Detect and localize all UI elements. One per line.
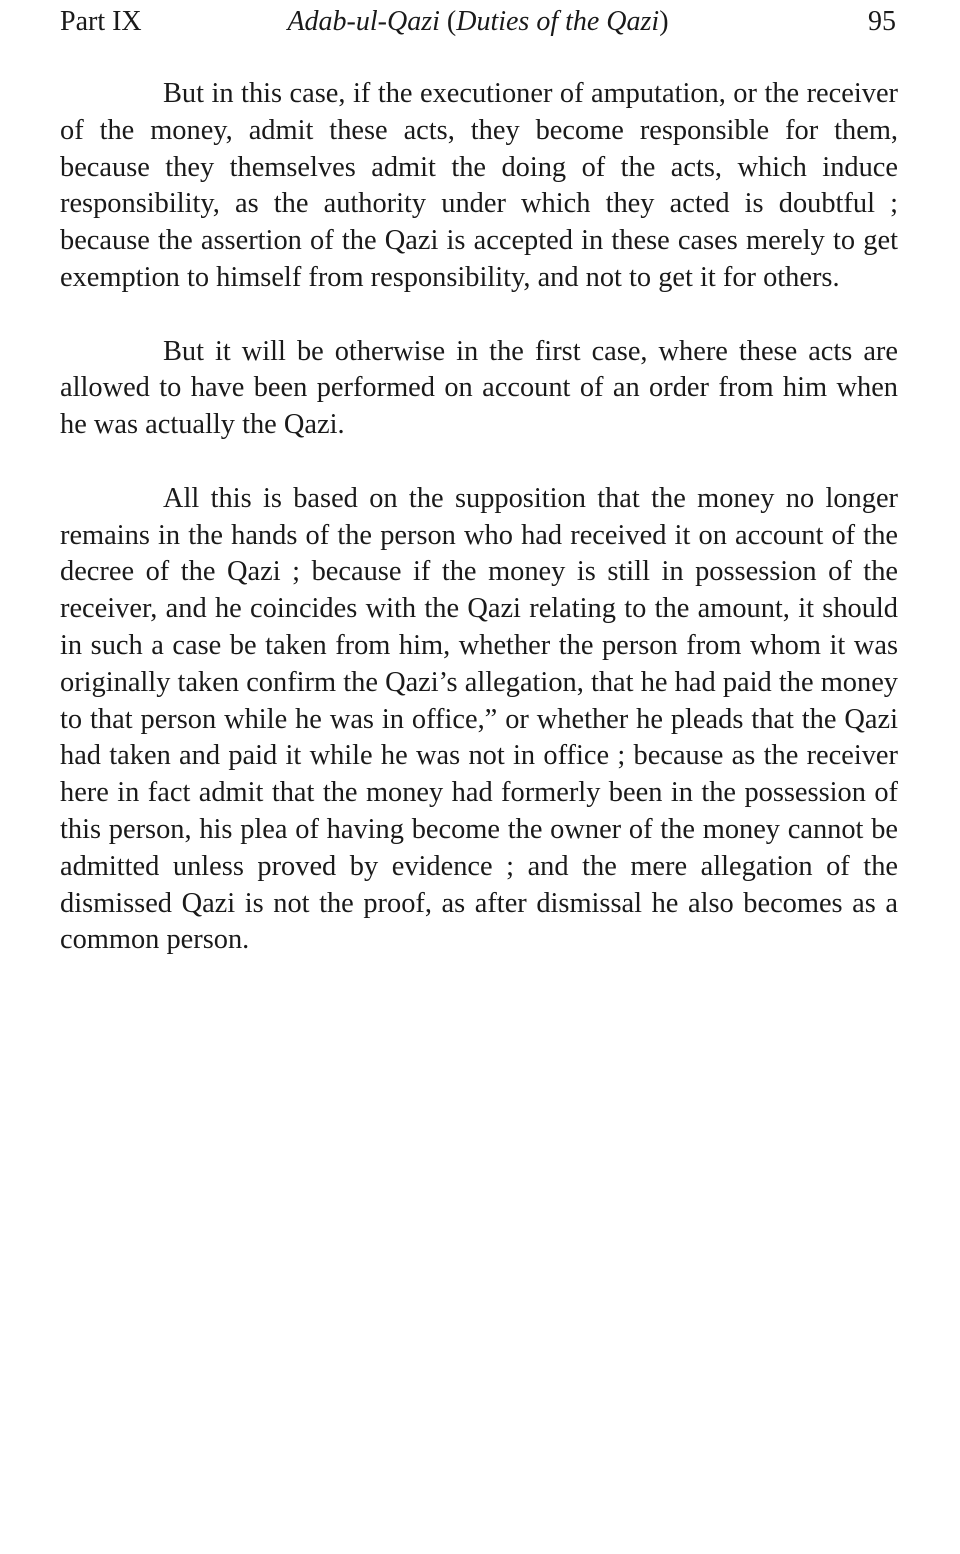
paragraph-3: All this is based on the supposition that the money no longer remains in the hands of the person who had received it on account of the decree of the Qazi ; because if the money is still in possession of the receiver, and he coincides with the Qazi relating to the amount, it should in such a case be taken from him, whether the person from whom it was originally taken confirm the Qazi’s allegation, that he had paid the money to that person while he was in office,” or whether he pleads that the Qazi had taken and paid it while he was not in office ; because as the receiver here in fact admit that the money had formerly been in the possession of this person, his plea of having become the owner of the money cannot be admitted unless proved by evidence ; and the mere allegation of the dismissed Qazi is not the proof, as after dismissal he also becomes as a common person.	[60, 482, 898, 956]
chapter-title-main: Adab-ul-Qazi	[287, 6, 440, 37]
body-text	[60, 76, 898, 996]
page-number: 95	[868, 6, 896, 37]
chapter-title	[60, 4, 896, 40]
chapter-title-close-paren: )	[659, 6, 669, 37]
running-header	[60, 4, 896, 44]
paragraph-2: But it will be otherwise in the first case, where these acts are allowed to have been performed on account of an order from him when he was actually the Qazi.	[60, 335, 898, 441]
chapter-title-open-paren: (	[439, 6, 457, 37]
chapter-title-sub: Duties of the Qazi	[456, 6, 660, 37]
paragraph-1: But in this case, if the executioner of amputation, or the receiver of the money, admit these acts, they become responsible for them, because they themselves admit the doing of the acts, which induce responsibility, as the authority under which they acted is doubtful ; because the assertion of the Qazi is accepted in these cases merely to get exemption to himself from responsibility, and not to get it for others.	[60, 78, 898, 293]
part-label: Part IX	[60, 6, 142, 37]
